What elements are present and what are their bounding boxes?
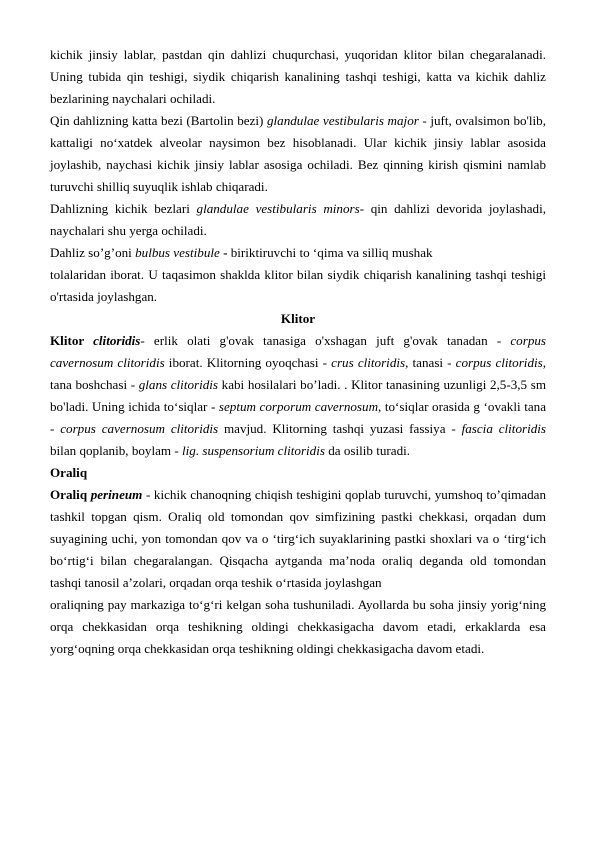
latin-term: glandulae vestibularis minors-	[196, 201, 365, 216]
text-run: mavjud. Klitorning tashqi yuzasi fassiya -	[218, 421, 462, 436]
text-run: biriktiruvchi to ‘qima va silliq mushak	[227, 245, 433, 260]
text-run: - erlik olati g'ovak tanasiga o'xshagan juft g'ovak tanadan -	[140, 333, 511, 348]
heading-klitor	[50, 308, 546, 330]
text-run: qin dahlizi devorida joylashadi, naychalari shu yerga ochiladi.	[50, 201, 546, 238]
paragraph-bulbus-structure: tolalaridan iborat. U taqasimon shaklda klitor bilan siydik chiqarish kanalining tashqi teshigi o'rtasida joylashgan.	[50, 267, 546, 304]
latin-term: glandulae vestibularis major	[266, 113, 419, 128]
paragraph-klitor	[50, 330, 546, 462]
text-run: , tana boshchasi -	[50, 355, 547, 392]
latin-term: clitoridis	[93, 333, 141, 348]
latin-term: fascia clitoridis	[461, 421, 547, 436]
text-run: Dahliz so’g’oni	[50, 245, 136, 260]
text-run: bilan qoplanib, boylam -	[50, 443, 183, 458]
latin-term: glans clitoridis	[138, 377, 219, 392]
text-run: Dahlizning kichik bezlari	[50, 201, 197, 216]
heading-text: Klitor	[280, 311, 316, 326]
heading-oraliq	[50, 462, 546, 484]
text-run: - juft, ovalsimon bo'lib, kattaligi no‘xatdek alveolar naysimon bez hisoblanadi. Ular kichik jinsiy lablar asosida joylashib, naychasi kichik jinsiy lablar asosiga ochiladi. Bez qinning kirish qismini namlab turuvchi shilliq suyuqlik ishlab chiqaradi.	[50, 113, 546, 194]
bold-term: Klitor	[50, 333, 94, 348]
paragraph-vestibule-boundaries: kichik jinsiy lablar, pastdan qin dahlizi chuqurchasi, yuqoridan klitor bilan chegaralanadi. Uning tubida qin teshigi, siydik chiqarish kanalining tashqi teshigi, katta va kichik dahliz bezlarining naychalari ochiladi.	[50, 47, 546, 106]
paragraph-bulbus-vestibule	[50, 242, 546, 264]
latin-term: septum corporum cavernosum	[218, 399, 379, 414]
bold-latin-term	[93, 333, 140, 348]
paragraph-bartholin-gland	[50, 110, 546, 198]
latin-term: bulbus vestibule	[135, 245, 220, 260]
bold-dash: -	[219, 245, 228, 260]
heading-text: Oraliq	[50, 465, 88, 480]
latin-term: crus clitoridis	[331, 355, 406, 370]
text-run: Qin dahlizning katta bezi (Bartolin bezi)	[50, 113, 267, 128]
latin-term: corpus cavernosum clitoridis	[50, 333, 547, 370]
bold-term: Oraliq	[50, 487, 91, 502]
paragraph-oraliq	[50, 484, 546, 594]
latin-term: corpus clitoridis	[455, 355, 543, 370]
document-page	[50, 44, 546, 660]
paragraph-minor-glands	[50, 198, 546, 242]
text-run: iborat. Klitorning oyoqchasi -	[164, 355, 332, 370]
bold-latin-term	[91, 487, 143, 502]
text-run: - kichik chanoqning chiqish teshigini qoplab turuvchi, yumshoq to’qimadan tashkil topgan qism. Oraliq old tomondan qov simfizining pastki chekkasi, orqadan dum suyagining uchi, yon tomondan qov va o ‘tirg‘ich suyaklarining pastki shoxlari va o ‘tirg‘ich bo‘rtig‘i bilan chegaralangan. Qisqacha aytganda ma’noda oraliq deganda old tomondan tashqi tanosil a’zolari, orqadan orqa teshik o‘rtasida joylashgan	[50, 487, 546, 590]
paragraph-oraliq-continued: oraliqning pay markaziga to‘g‘ri kelgan soha tushuniladi. Ayollarda bu soha jinsiy yorig‘ning orqa chekkasidan orqa teshikning oldingi chekkasigacha davom etadi, erkaklarda esa yorg‘oqning orqa chekkasidan orqa teshikning oldingi chekkasigacha davom etadi.	[50, 597, 546, 656]
text-run: , to‘siqlar orasida g ‘ovakli tana -	[50, 399, 546, 436]
latin-term: perineum	[90, 487, 143, 502]
latin-term: lig. suspensorium clitoridis	[182, 443, 325, 458]
text-run: kabi hosilalari bo’ladi. . Klitor tanasining uzunligi 2,5-3,5 sm bo'ladi. Uning ichida to‘siqlar -	[50, 377, 546, 414]
text-run: , tanasi -	[405, 355, 456, 370]
latin-term: corpus cavernosum clitoridis	[60, 421, 219, 436]
text-run: da osilib turadi.	[324, 443, 411, 458]
